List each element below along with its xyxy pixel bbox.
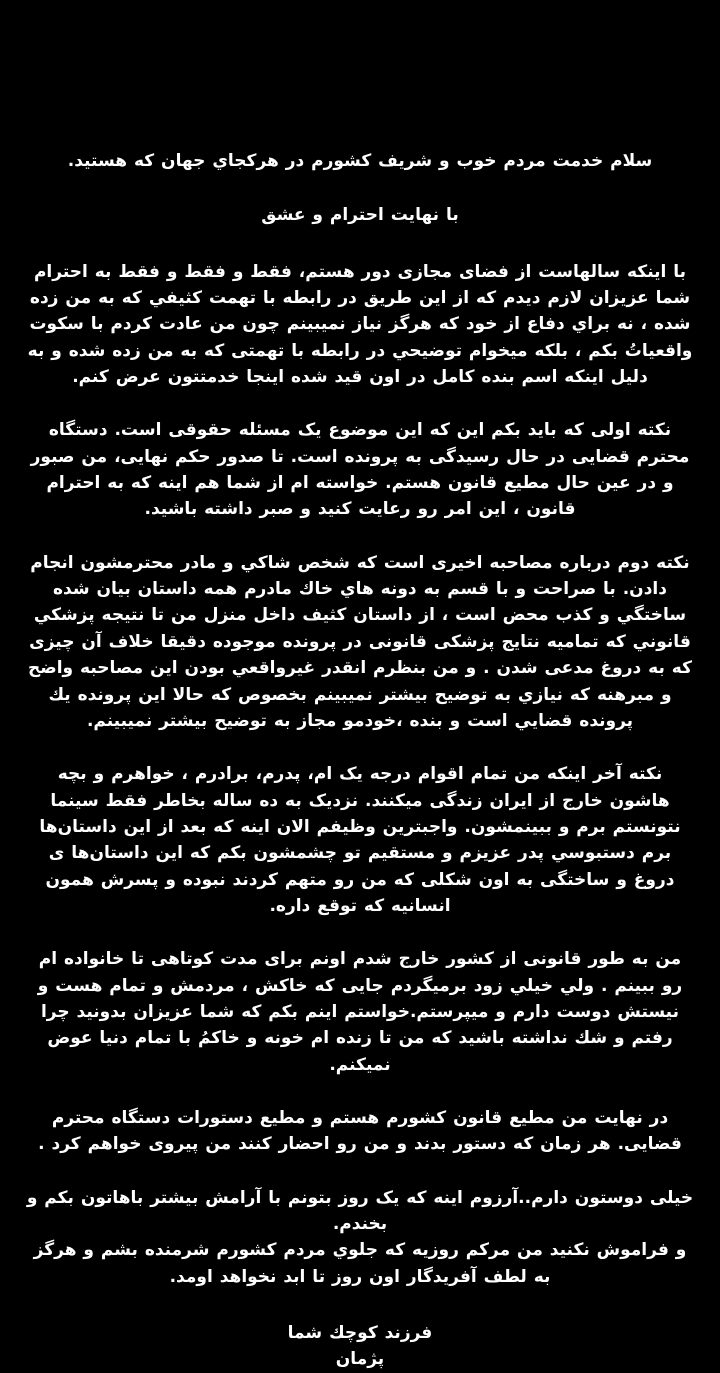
signature-role-line: فرزند کوچك شما — [287, 1323, 433, 1344]
statement-paragraph-intro: با اینکه سالهاست از فضای مجازی دور هستم، فقط و فقط و فقط به احترام شما عزیزان لازم دیدم که از این طریق در رابطه با تهمت کثیفي که به من زده شده ، نه براي دفاع از خود که هرگز نیاز نمیبینم چون من عادت کردم با سکوت واقعیاتُ بکم ، بلکه میخوام توضیحي در رابطه با تهمتی که به من زده شده و به دلیل اینکه اسم بنده کامل در اون قید شده اینجا خدمتتون عرض کنم. — [27, 261, 693, 388]
statement-paragraph-first-point: نکته اولی که باید بکم این که این موضوع یک مسئله حقوقی است. دستگاه محترم قضایی در حال رسیدگی به پرونده است. تا صدور حکم نهایی، من صبور و در عین حال مطیع قانون هستم. خواسته ام از شما هم اینه که به احترام قانون ، این امر رو رعایت کنید و صبر داشته باشید. — [30, 420, 690, 520]
statement-paragraph-departure: من به طور قانونی از کشور خارج شدم اونم برای مدت کوتاهی تا خانواده ام رو ببینم . ولي خیلي زود برمیگردم جایی که خاکش ، مردمش و تمام هست و نیستش دوست دارم و میپرستم.خواستم اینم بکم که شما عزیزان بدونید چرا رفتم و شك نداشته باشید که من تا زنده ام خونه و خاکمُ با تمام دنیا عوض نمیکنم. — [37, 949, 683, 1075]
greeting-line: سلام خدمت مردم خوب و شریف کشورم در هرکجاي جهان که هستید. — [67, 151, 653, 171]
statement-paragraph-last-point: نکته آخر اینکه من تمام اقوام درجه یک ام، پدرم، برادرم ، خواهرم و بچه هاشون خارج از ایران زندگی میکنند. نزدیک به ده ساله بخاطر فقط سینما نتونستم برم و ببینمشون. واجبترین وظیفم الان اینه که بعد از این داستان‌ها برم دستبوسي پدر عزیزم و مستقیم تو چشمشون بکم که این داستان‌ها ی دروغ و ساختگی به اون شکلی که من رو متهم کردند نبوده و پسرش همون انسانیه که توقع داره. — [39, 764, 681, 916]
statement-paragraph-second-point: نکته دوم درباره مصاحبه اخیری است که شخص شاکي و مادر محترمشون انجام دادن. با صراحت و با قسم به دونه هاي خاك مادرم همه داستان بیان شده ساختگي و کذب محض است ، از داستان کثیف داخل منزل من تا نتیجه پزشكي قانوني که تمامیه نتایج پزشکی قانونی در پرونده موجوده دقیقا خلاف آن چیزی که به دروغ مدعی شدن . و من بنظرم انقدر غیرواقعي بودن این مصاحبه واضح و مبرهنه که نیازي به توضیح بیشتر نمیبینم بخصوص که حالا این پرونده یك پرونده قضايي است و بنده ،خودمو مجاز به توضیح بیشتر نمیبینم. — [28, 552, 692, 731]
salutation-line: با نهایت احترام و عشق — [261, 205, 459, 226]
signature-name-line: پژمان — [335, 1349, 385, 1370]
closing-group — [26, 1185, 694, 1290]
statement-paragraph-wish: خیلی دوستون دارم..آرزوم اینه که یک روز بتونم با آرامش بیشتر باهاتون بکم و بخندم. — [26, 1187, 694, 1234]
statement-paragraph-obedience: در نهایت من مطیع قانون کشورم هستم و مطیع دستورات دستگاه محترم قضایی. هر زمان که دستور بدند و من رو احضار کنند من پیروی خواهم کرد . — [38, 1107, 682, 1155]
statement-paragraph-final-vow: و فراموش نکنید من مرکم روزیه که جلوي مردم کشورم شرمنده بشم و هرگز به لطف آفریدگار اون روز تا ابد نخواهد اومد. — [33, 1240, 687, 1287]
signature-block — [26, 1320, 694, 1373]
